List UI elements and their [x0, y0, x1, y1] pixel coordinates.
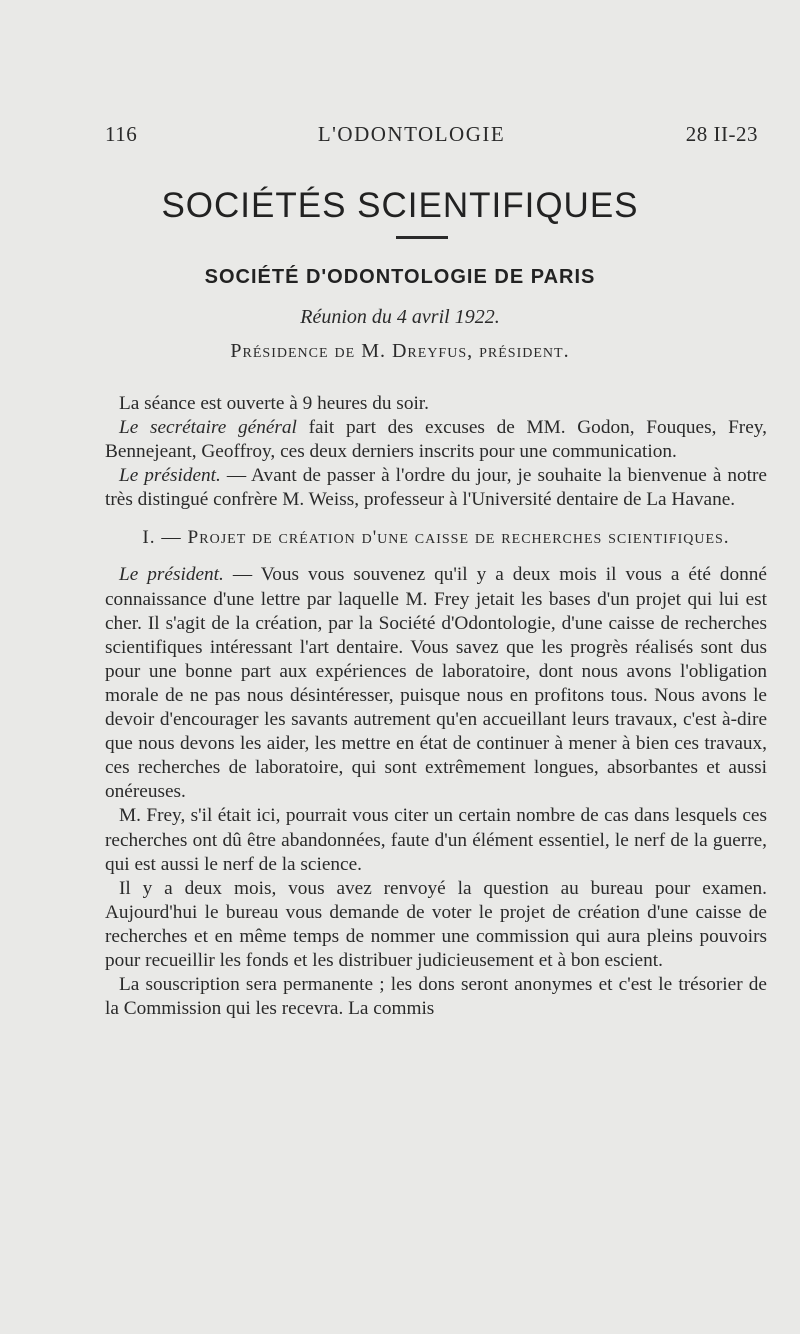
page-title: SOCIÉTÉS SCIENTIFIQUES: [161, 186, 639, 225]
speaker-name: Le président.: [119, 465, 221, 487]
paragraph-welcome: [105, 464, 767, 512]
paragraph-excuses: [105, 416, 767, 464]
speaker-name: Le secrétaire général: [119, 417, 297, 439]
page-number: 116: [105, 122, 138, 146]
meeting-date: Réunion du 4 avril 1922.: [300, 306, 500, 328]
paragraph-opening: La séance est ouverte à 9 heures du soir.: [119, 393, 429, 414]
paragraph-president-speech: [105, 563, 767, 804]
paragraph-text: fait part des excuses de MM. Godon, Fouques, Frey, Bennejeant, Geoffroy, ces deux derniers inscrits pour une communication.: [105, 417, 767, 463]
presidence-line: Présidence de M. Dreyfus, président.: [230, 340, 570, 362]
paragraph-bureau: Il y a deux mois, vous avez renvoyé la question au bureau pour examen. Aujourd'hui le bureau vous demande de voter le projet de création d'une caisse de recherches et en même temps de nommer une commission qui aura pleins pouvoirs pour recueillir les fonds et les distribuer judicieusement et à bon escient.: [105, 877, 767, 971]
issue-date: 28 II-23: [685, 122, 758, 146]
speaker-name: Le président.: [119, 564, 224, 586]
running-title: L'ODONTOLOGIE: [317, 122, 506, 146]
paragraph-souscription: La souscription sera permanente ; les dons seront anonymes et c'est le trésorier de la Commission qui les recevra. La commis: [105, 974, 767, 1020]
society-title: SOCIÉTÉ D'ODONTOLOGIE DE PARIS: [204, 266, 596, 288]
title-divider: [396, 236, 448, 239]
article-body: [105, 392, 767, 1021]
section-heading: I. — Projet de création d'une caisse de recherches scientifiques.: [142, 527, 730, 549]
paragraph-frey: M. Frey, s'il était ici, pourrait vous citer un certain nombre de cas dans lesquels ces recherches ont dû être abandonnées, faute d'un élément essentiel, le nerf de la guerre, qui est aussi le nerf de la science.: [105, 805, 767, 875]
paragraph-text: — Vous vous souvenez qu'il y a deux mois il vous a été donné connaissance d'une lettre par laquelle M. Frey jetait les bases d'un projet qui lui est cher. Il s'agit de la création, par la Société d'Odontologie, d'une caisse de recherches scientifiques intéressant l'art dentaire. Vous savez que les progrès réalisés sont dus pour une bonne part aux expériences de laboratoire, dont nous avons l'obligation morale de ne pas nous désintéresser, puisque nous en profitons tous. Nous avons le devoir d'encourager les savants autrement qu'en accueillant leurs travaux, c'est à-dire que nous devons les aider, les mettre en état de continuer à mener à bien ces travaux, ces recherches de laboratoire, qui sont extrêmement longues, absorbantes et aussi onéreuses.: [105, 564, 767, 803]
paragraph-text: — Avant de passer à l'ordre du jour, je souhaite la bienvenue à notre très distingué confrère M. Weiss, professeur à l'Université dentaire de La Havane.: [105, 465, 767, 511]
page-header: [105, 122, 758, 147]
